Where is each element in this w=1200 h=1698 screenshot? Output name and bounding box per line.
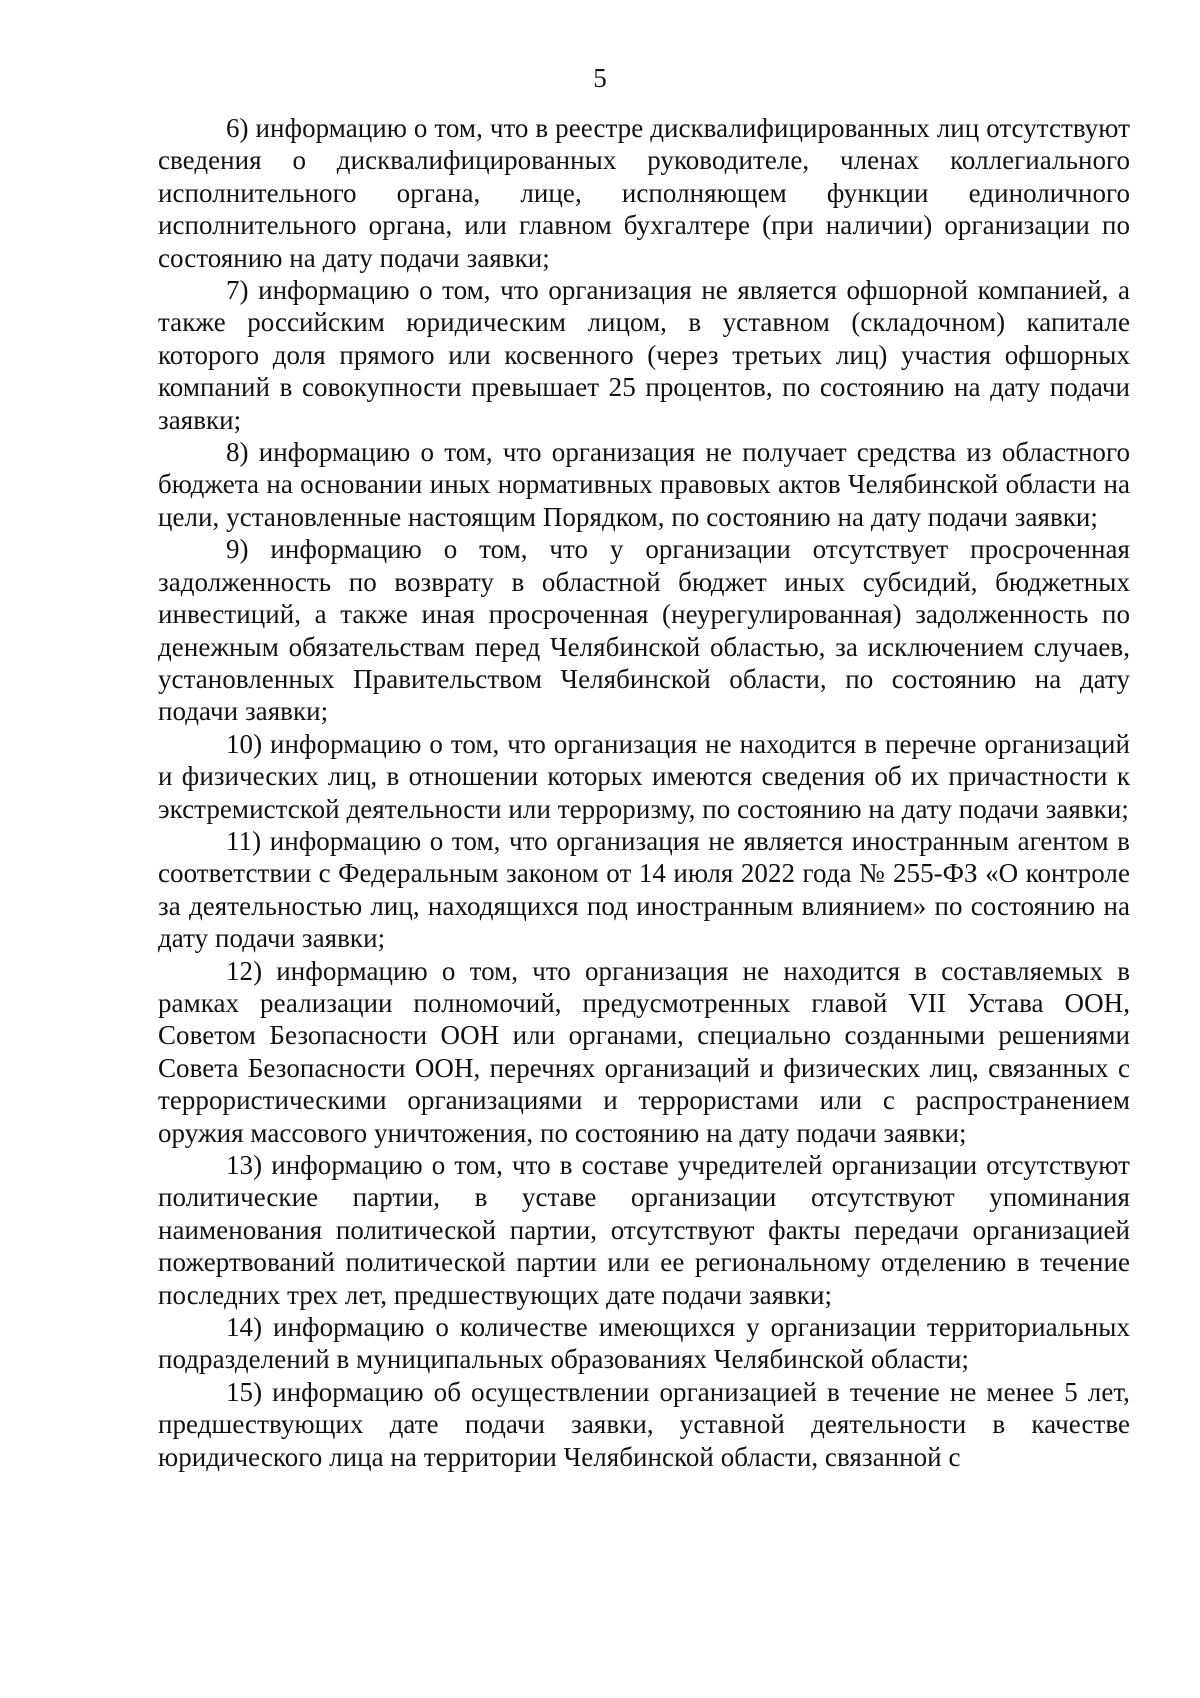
document-body (158, 112, 1130, 1473)
paragraph-item-7: 7) информацию о том, что организация не является офшорной компанией, а также российским юридическим лицом, в уставном (складочном) капитале которого доля прямого или косвенного (через третьих лиц) участия офшорных компаний в совокупности превышает 25 процентов, по состоянию на дату подачи заявки; (158, 275, 1130, 435)
paragraph-item-6: 6) информацию о том, что в реестре дисквалифицированных лиц отсутствуют сведения о дисквалифицированных руководителе, членах коллегиального исполнительного органа, лице, исполняющем функции единоличного исполнительного органа, или главном бухгалтере (при наличии) организации по состоянию на дату подачи заявки; (158, 113, 1130, 273)
paragraph-item-10: 10) информацию о том, что организация не находится в перечне организаций и физических лиц, в отношении которых имеются сведения об их причастности к экстремистской деятельности или терроризму, по состоянию на дату подачи заявки; (158, 728, 1130, 824)
paragraph-item-14: 14) информацию о количестве имеющихся у организации территориальных подразделений в муниципальных образованиях Челябинской области; (158, 1312, 1130, 1375)
paragraph-item-9: 9) информацию о том, что у организации отсутствует просроченная задолженность по возврату в областной бюджет иных субсидий, бюджетных инвестиций, а также иная просроченная (неурегулированная) задолженность по денежным обязательствам перед Челябинской областью, за исключением случаев, установленных Правительством Челябинской области, по состоянию на дату подачи заявки; (158, 534, 1130, 727)
page-number: 5 (593, 63, 607, 93)
paragraph-item-13: 13) информацию о том, что в составе учредителей организации отсутствуют политические партии, в уставе организации отсутствуют упоминания наименования политической партии, отсутствуют факты передачи организацией пожертвований политической партии или ее региональному отделению в течение последних трех лет, предшествующих дате подачи заявки; (158, 1150, 1130, 1310)
paragraph-item-15: 15) информацию об осуществлении организацией в течение не менее 5 лет, предшествующих дате подачи заявки, уставной деятельности в качестве юридического лица на территории Челябинской области, связанной с (158, 1376, 1130, 1472)
paragraph-item-11: 11) информацию о том, что организация не является иностранным агентом в соответствии с Федеральным законом от 14 июля 2022 года № 255-ФЗ «О контроле за деятельностью лиц, находящихся под иностранным влиянием» по состоянию на дату подачи заявки; (158, 825, 1130, 954)
paragraph-item-12: 12) информацию о том, что организация не находится в составляемых в рамках реализации полномочий, предусмотренных главой VII Устава ООН, Советом Безопасности ООН или органами, специально созданными решениями Совета Безопасности ООН, перечнях организаций и физических лиц, связанных с террористическими организациями и террористами или с распространением оружия массового уничтожения, по состоянию на дату подачи заявки; (158, 955, 1130, 1148)
paragraph-item-8: 8) информацию о том, что организация не получает средства из областного бюджета на основании иных нормативных правовых актов Челябинской области на цели, установленные настоящим Порядком, по состоянию на дату подачи заявки; (158, 437, 1130, 532)
